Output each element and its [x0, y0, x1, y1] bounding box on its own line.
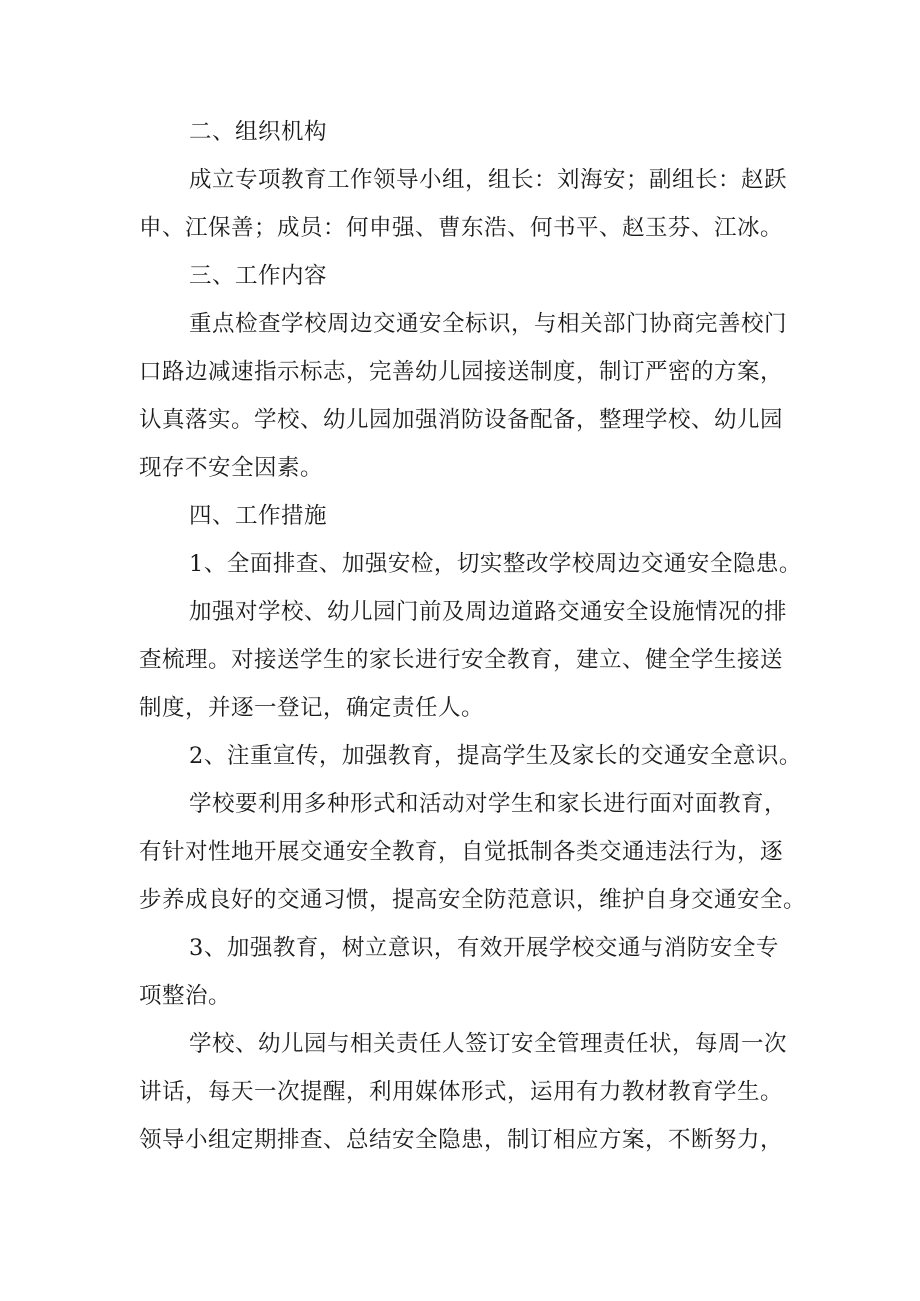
- paragraph-line: 步养成良好的交通习惯，提高安全防范意识，维护自身交通安全。: [139, 887, 807, 913]
- paragraph-line: 重点检查学校周边交通安全标识，与相关部门协商完善校门: [189, 311, 788, 337]
- measure-item-3: 3、加强教育，树立意识，有效开展学校交通与消防安全专: [189, 935, 779, 961]
- section-heading-work-measures: 四、工作措施: [189, 503, 328, 529]
- measure-item-2: 2、注重宣传，加强教育，提高学生及家长的交通安全意识。: [189, 743, 802, 769]
- paragraph-line: 学校、幼儿园与相关责任人签订安全管理责任状，每周一次: [189, 1031, 788, 1057]
- paragraph-line: 成立专项教育工作领导小组，组长：刘海安；副组长：赵跃: [189, 167, 788, 193]
- paragraph-line: 讲话，每天一次提醒，利用媒体形式，运用有力教材教育学生。: [139, 1079, 784, 1105]
- paragraph-line: 制度，并逐一登记，确定责任人。: [139, 695, 485, 721]
- paragraph-line: 领导小组定期排查、总结安全隐患，制订相应方案，不断努力，: [139, 1127, 784, 1153]
- paragraph-line: 加强对学校、幼儿园门前及周边道路交通安全设施情况的排: [189, 599, 788, 625]
- section-heading-organization: 二、组织机构: [189, 119, 328, 145]
- paragraph-line: 口路边减速指示标志，完善幼儿园接送制度，制订严密的方案，: [139, 359, 784, 385]
- measure-item-1: 1、全面排查、加强安检，切实整改学校周边交通安全隐患。: [189, 551, 802, 577]
- section-heading-work-content: 三、工作内容: [189, 263, 328, 289]
- paragraph-line: 查梳理。对接送学生的家长进行安全教育，建立、健全学生接送: [139, 647, 784, 673]
- paragraph-line: 有针对性地开展交通安全教育，自觉抵制各类交通违法行为，逐: [139, 839, 784, 865]
- paragraph-line: 学校要利用多种形式和活动对学生和家长进行面对面教育，: [189, 791, 788, 817]
- paragraph-line: 项整治。: [139, 983, 232, 1009]
- paragraph-line: 申、江保善；成员：何申强、曹东浩、何书平、赵玉芬、江冰。: [139, 215, 784, 241]
- paragraph-line: 认真落实。学校、幼儿园加强消防设备配备，整理学校、幼儿园: [139, 407, 784, 433]
- paragraph-line: 现存不安全因素。: [139, 455, 324, 481]
